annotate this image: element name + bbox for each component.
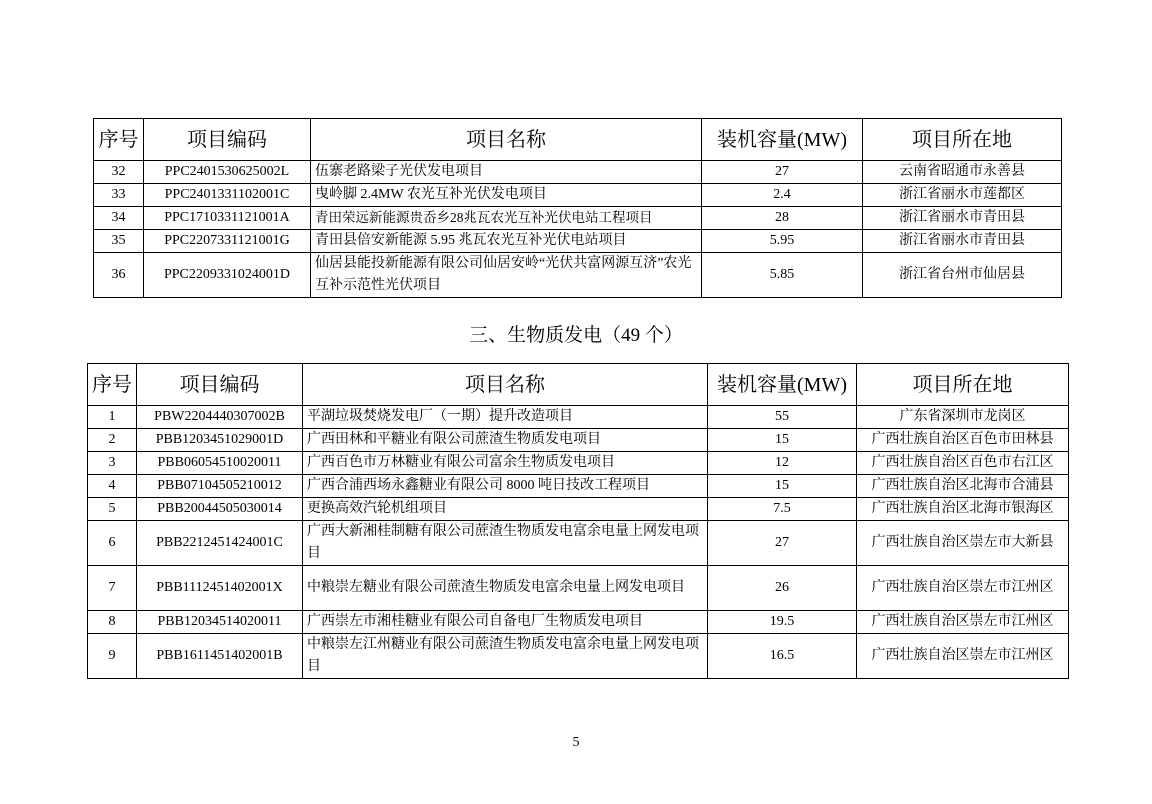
table-header-row bbox=[88, 364, 1069, 406]
cell-code: PBB12034514020011 bbox=[137, 611, 303, 634]
cell-location: 广东省深圳市龙岗区 bbox=[857, 406, 1069, 429]
cell-name: 曳岭脚 2.4MW 农光互补光伏发电项目 bbox=[311, 184, 702, 207]
cell-name: 中粮崇左糖业有限公司蔗渣生物质发电富余电量上网发电项目 bbox=[303, 566, 708, 611]
cell-capacity: 27 bbox=[702, 161, 863, 184]
cell-code: PPC2207331121001G bbox=[144, 230, 311, 253]
header-code: 项目编码 bbox=[137, 364, 303, 406]
cell-capacity: 16.5 bbox=[708, 634, 857, 679]
cell-name: 平湖垃圾焚烧发电厂（一期）提升改造项目 bbox=[303, 406, 708, 429]
cell-seq: 1 bbox=[88, 406, 137, 429]
table-row bbox=[88, 566, 1069, 611]
cell-capacity: 27 bbox=[708, 521, 857, 566]
cell-code: PPC2401331102001C bbox=[144, 184, 311, 207]
cell-location: 云南省昭通市永善县 bbox=[863, 161, 1062, 184]
cell-name: 仙居县能投新能源有限公司仙居安岭“光伏共富网源互济”农光互补示范性光伏项目 bbox=[311, 253, 702, 298]
table-row bbox=[88, 475, 1069, 498]
cell-seq: 6 bbox=[88, 521, 137, 566]
table-row bbox=[94, 161, 1062, 184]
cell-code: PPC2401530625002L bbox=[144, 161, 311, 184]
cell-name: 伍寨老路梁子光伏发电项目 bbox=[311, 161, 702, 184]
cell-location: 浙江省台州市仙居县 bbox=[863, 253, 1062, 298]
table-row bbox=[88, 634, 1069, 679]
cell-capacity: 26 bbox=[708, 566, 857, 611]
cell-capacity: 28 bbox=[702, 207, 863, 230]
cell-capacity: 2.4 bbox=[702, 184, 863, 207]
cell-code: PBW2204440307002B bbox=[137, 406, 303, 429]
cell-code: PBB1203451029001D bbox=[137, 429, 303, 452]
cell-name: 青田县倍安新能源 5.95 兆瓦农光互补光伏电站项目 bbox=[311, 230, 702, 253]
cell-code: PBB06054510020011 bbox=[137, 452, 303, 475]
table-row bbox=[94, 230, 1062, 253]
cell-location: 广西壮族自治区百色市田林县 bbox=[857, 429, 1069, 452]
cell-name: 中粮崇左江州糖业有限公司蔗渣生物质发电富余电量上网发电项目 bbox=[303, 634, 708, 679]
cell-seq: 36 bbox=[94, 253, 144, 298]
table-row bbox=[88, 521, 1069, 566]
cell-seq: 9 bbox=[88, 634, 137, 679]
cell-code: PBB20044505030014 bbox=[137, 498, 303, 521]
table-row bbox=[88, 429, 1069, 452]
cell-seq: 4 bbox=[88, 475, 137, 498]
table-row bbox=[88, 406, 1069, 429]
cell-capacity: 19.5 bbox=[708, 611, 857, 634]
cell-name: 广西崇左市湘桂糖业有限公司自备电厂生物质发电项目 bbox=[303, 611, 708, 634]
cell-location: 广西壮族自治区北海市银海区 bbox=[857, 498, 1069, 521]
cell-capacity: 15 bbox=[708, 429, 857, 452]
cell-name: 广西百色市万林糖业有限公司富余生物质发电项目 bbox=[303, 452, 708, 475]
biomass-projects-table bbox=[87, 363, 1069, 679]
cell-location: 广西壮族自治区北海市合浦县 bbox=[857, 475, 1069, 498]
header-location: 项目所在地 bbox=[857, 364, 1069, 406]
cell-location: 广西壮族自治区崇左市江州区 bbox=[857, 611, 1069, 634]
header-seq: 序号 bbox=[94, 119, 144, 161]
header-location: 项目所在地 bbox=[863, 119, 1062, 161]
table-row bbox=[94, 184, 1062, 207]
cell-seq: 32 bbox=[94, 161, 144, 184]
table-row bbox=[94, 207, 1062, 230]
cell-capacity: 12 bbox=[708, 452, 857, 475]
table-row bbox=[88, 452, 1069, 475]
table-row bbox=[88, 498, 1069, 521]
cell-code: PBB1112451402001X bbox=[137, 566, 303, 611]
cell-location: 浙江省丽水市莲都区 bbox=[863, 184, 1062, 207]
cell-code: PBB2212451424001C bbox=[137, 521, 303, 566]
cell-location: 广西壮族自治区崇左市江州区 bbox=[857, 634, 1069, 679]
cell-name: 广西田林和平糖业有限公司蔗渣生物质发电项目 bbox=[303, 429, 708, 452]
cell-seq: 3 bbox=[88, 452, 137, 475]
cell-location: 广西壮族自治区百色市右江区 bbox=[857, 452, 1069, 475]
cell-capacity: 5.95 bbox=[702, 230, 863, 253]
cell-location: 广西壮族自治区崇左市江州区 bbox=[857, 566, 1069, 611]
cell-code: PBB1611451402001B bbox=[137, 634, 303, 679]
cell-capacity: 7.5 bbox=[708, 498, 857, 521]
header-capacity: 装机容量(MW) bbox=[702, 119, 863, 161]
cell-seq: 2 bbox=[88, 429, 137, 452]
cell-location: 浙江省丽水市青田县 bbox=[863, 230, 1062, 253]
cell-location: 浙江省丽水市青田县 bbox=[863, 207, 1062, 230]
cell-capacity: 5.85 bbox=[702, 253, 863, 298]
header-name: 项目名称 bbox=[303, 364, 708, 406]
cell-name: 更换高效汽轮机组项目 bbox=[303, 498, 708, 521]
cell-location: 广西壮族自治区崇左市大新县 bbox=[857, 521, 1069, 566]
cell-name: 青田荣远新能源贵岙乡28兆瓦农光互补光伏电站工程项目 bbox=[311, 207, 702, 230]
header-capacity: 装机容量(MW) bbox=[708, 364, 857, 406]
header-code: 项目编码 bbox=[144, 119, 311, 161]
cell-seq: 33 bbox=[94, 184, 144, 207]
cell-seq: 7 bbox=[88, 566, 137, 611]
cell-seq: 8 bbox=[88, 611, 137, 634]
cell-capacity: 15 bbox=[708, 475, 857, 498]
cell-code: PBB07104505210012 bbox=[137, 475, 303, 498]
pv-projects-table bbox=[93, 118, 1062, 298]
page-number: 5 bbox=[572, 735, 580, 750]
cell-seq: 34 bbox=[94, 207, 144, 230]
cell-code: PPC2209331024001D bbox=[144, 253, 311, 298]
section-title: 三、生物质发电（49 个） bbox=[469, 325, 683, 346]
cell-seq: 5 bbox=[88, 498, 137, 521]
table-header-row bbox=[94, 119, 1062, 161]
table-row bbox=[94, 253, 1062, 298]
cell-name: 广西大新湘桂制糖有限公司蔗渣生物质发电富余电量上网发电项目 bbox=[303, 521, 708, 566]
cell-capacity: 55 bbox=[708, 406, 857, 429]
cell-name: 广西合浦西场永鑫糖业有限公司 8000 吨日技改工程项目 bbox=[303, 475, 708, 498]
header-name: 项目名称 bbox=[311, 119, 702, 161]
header-seq: 序号 bbox=[88, 364, 137, 406]
cell-code: PPC1710331121001A bbox=[144, 207, 311, 230]
table-row bbox=[88, 611, 1069, 634]
cell-seq: 35 bbox=[94, 230, 144, 253]
